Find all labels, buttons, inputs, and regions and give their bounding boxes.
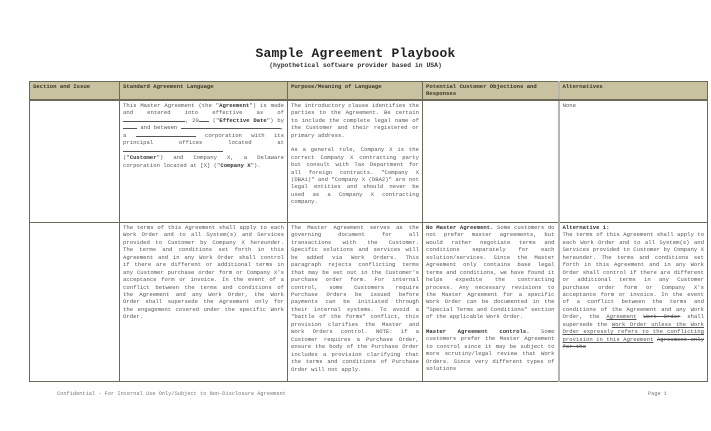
deleted-text: Work Order [643,313,681,321]
footer-page-number: Page 1 [648,391,668,397]
text: , 20 [185,116,199,124]
alternative-text: The terms of this Agreement shall apply to each Work Order and to all System(s) and Services provided to Customer by Company X hereunder. The terms and conditions set forth in this Agreement and in any Work Order shall control if there are different or additional terms in any Customer purchase order form or Company X's acceptance form or invoice. In the event of a conflict between the terms and conditions of the Agreement and any Work Order, the [562,231,704,321]
text: (" [212,116,220,124]
table-row [30,222,708,381]
footer-confidential: Confidential - For Internal Use Only/Subject to Non-Disclosure Agreement [57,391,286,397]
playbook-table [29,81,708,382]
blank-line [123,121,185,122]
inserted-text: Agreement [606,313,637,321]
text: ") is made and entered into effective as of [123,101,284,117]
header-objections: Potential Customer Objections and Responses [423,82,559,100]
text: corporation with its principal offices located at [123,131,285,147]
defined-term: Company X [220,161,251,169]
blank-line [123,128,137,129]
cell-purpose [288,100,423,223]
purpose-paragraph: The introductory clause identifies the parties to the Agreement. Be certain to include the complete legal name of the Customer and their registered or primary address. [291,101,419,139]
cell-alternatives: None [559,100,708,223]
objection-heading: No Master Agreement. [426,223,494,231]
cell-alternatives [559,222,708,381]
cell-objections [423,100,559,223]
cell-section [30,100,120,223]
document-subtitle: (hypothetical software provider based in USA) [269,62,442,69]
cell-standard-language [120,100,288,223]
blank-line [136,136,196,137]
text: (" [123,154,130,162]
blank-line [123,151,223,152]
table-header-row [30,82,708,100]
header-standard-language: Standard Agreement Language [120,82,288,100]
cell-purpose: The Master Agreement serves as the governing document for all transactions with the Customer. Specific solutions and services will be added via Work Orders. This paragraph rejects conflicting terms that may be set out in the Customer's purchase order form. For internal control, some Customers require Purchase Orders be issued before payments can be initiated through their internal systems. To avoid a "battle of the forms" conflict, this provision clarifies the Master and Work Orders control. NOTE: if a Customer requires a Purchase Order, ensure the body of the Purchase Order includes a provision clarifying that the terms and conditions of Purchase Order will not apply. [288,222,423,381]
text: , a [123,124,285,139]
alternative-heading: Alternative 1: [562,223,610,231]
table-row [30,100,708,223]
blank-line [181,128,281,129]
header-purpose: Purpose/Meaning of Language [288,82,423,100]
cell-objections [423,222,559,381]
header-alternatives: Alternatives [559,82,708,100]
text: and between [140,124,178,132]
objection-text: Some customers prefer the Master Agreement to control since it may be subject to more scrutiny/legal review that Work Orders. Since very different types of solutions [426,327,555,373]
defined-term: Agreement [219,101,250,109]
inserted-text: Work Order unless the Work Order expressly refers to the conflicting provision in this Agreement [562,320,704,343]
objection-heading: Master Agreement controls. [426,327,530,335]
text: "). [250,161,261,169]
alternative-text: shall supersede the [562,313,704,328]
objection-text: Some customers do not prefer master agreements, but would rather negotiate terms and conditions separately for each solution/services. Since the Master Agreement only contains base legal terms and conditions, we have found it helps expedite the contracting process. Any necessary revisions to the Master Agreement for a specific Work Order can be documented in the "Special Terms and Conditions" section of the applicable Work Order. [426,223,555,321]
deleted-text: Agreement only for the [562,335,705,351]
purpose-paragraph: As a general rule, Company X is the correct Company X contracting party but consult with Tax Department for all foreign contracts. "Company X (DBA1)" and "Company X (DBA2)" are not legal entities and should never be used as a Company X contracting company. [291,146,419,206]
cell-standard-language: The terms of this Agreement shall apply to each Work Order and to all System(s) and Services provided to Customer by Company X hereunder. The terms and conditions set forth in this Agreement and in any Work Order shall control if there are different or additional terms in any Customer purchase order form or Company X's acceptance form or invoice. In the event of a conflict between the terms and conditions of the Agreement and any Work Order, the Work Order shall supersede the Agreement only for the engagement covered under the specific Work Order. [120,222,288,381]
text: ") and Company X, a Delaware corporation located at [X] (" [123,154,284,169]
blank-line [199,121,209,122]
defined-term: Customer [129,154,157,162]
document-title: Sample Agreement Playbook [255,46,456,61]
text: ") by [266,116,284,124]
header-section-issue: Section and Issue [30,82,120,100]
text: This Master Agreement (the " [123,101,220,109]
defined-term: Effective Date [219,116,267,124]
cell-section [30,222,120,381]
